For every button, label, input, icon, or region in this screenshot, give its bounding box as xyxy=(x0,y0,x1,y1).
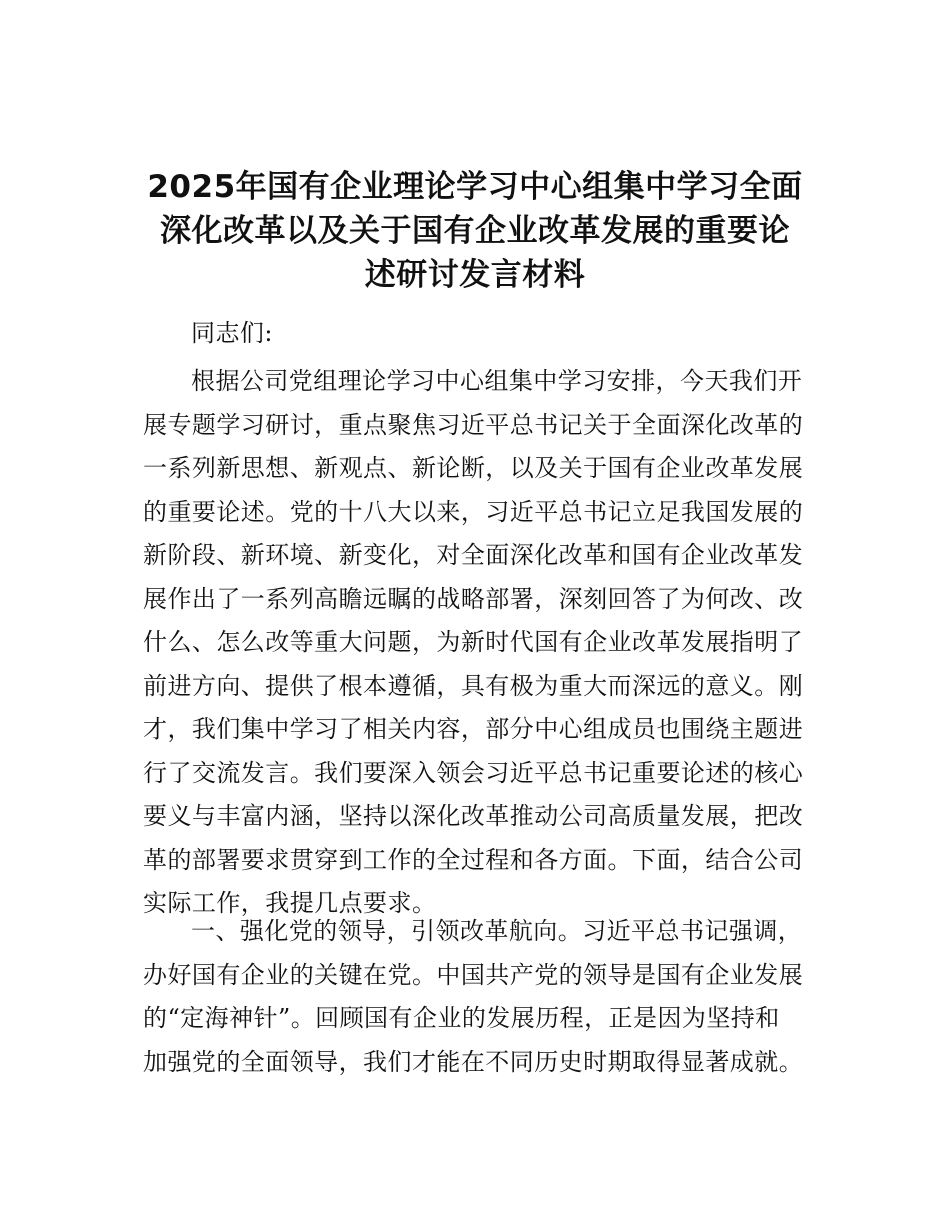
paragraph-line: 一、强化党的领导，引领改革航向。习近平总书记强调， xyxy=(191,917,803,945)
paragraph-line: 展作出了一系列高瞻远瞩的战略部署，深刻回答了为何改、改 xyxy=(143,584,804,613)
paragraph-line: 什么、怎么改等重大问题，为新时代国有企业改革发展指明了 xyxy=(143,628,804,656)
paragraph-line: 行了交流发言。我们要深入领会习近平总书记重要论述的核心 xyxy=(143,758,804,787)
paragraph-line: 办好国有企业的关键在党。中国共产党的领导是国有企业发展 xyxy=(143,960,804,989)
greeting-paragraph xyxy=(143,312,813,356)
paragraph-line: 根据公司党组理论学习中心组集中学习安排，今天我们开 xyxy=(191,367,803,395)
paragraph-line: 展专题学习研讨，重点聚焦习近平总书记关于全面深化改革的 xyxy=(143,410,804,439)
body-paragraph-1 xyxy=(143,360,813,926)
paragraph-line: 革的部署要求贯穿到工作的全过程和各方面。下面，结合公司 xyxy=(143,845,804,874)
document-title xyxy=(130,165,820,297)
paragraph-line: 前进方向、提供了根本遵循，具有极为重大而深远的意义。刚 xyxy=(143,671,804,700)
paragraph-line: 要义与丰富内涵，坚持以深化改革推动公司高质量发展，把改 xyxy=(143,802,804,830)
paragraph-line: 才，我们集中学习了相关内容，部分中心组成员也围绕主题进 xyxy=(143,715,804,743)
paragraph-line: 新阶段、新环境、新变化，对全面深化改革和国有企业改革发 xyxy=(143,541,804,569)
paragraph-line: 一系列新思想、新观点、新论断，以及关于国有企业改革发展 xyxy=(143,454,804,482)
paragraph-line: 实际工作，我提几点要求。 xyxy=(143,889,437,917)
title-line: 述研讨发言材料 xyxy=(364,257,586,293)
body-paragraph-2 xyxy=(143,910,813,1084)
paragraph-line: 加强党的全面领导，我们才能在不同历史时期取得显著成就。 xyxy=(143,1047,804,1076)
greeting-text: 同志们: xyxy=(191,319,273,347)
paragraph-line: 的“定海神针”。回顾国有企业的发展历程，正是因为坚持和 xyxy=(143,1004,780,1032)
paragraph-line: 的重要论述。党的十八大以来，习近平总书记立足我国发展的 xyxy=(143,497,804,526)
title-line: 2025年国有企业理论学习中心组集中学习全面 xyxy=(147,169,803,205)
title-line: 深化改革以及关于国有企业改革发展的重要论 xyxy=(160,213,790,249)
